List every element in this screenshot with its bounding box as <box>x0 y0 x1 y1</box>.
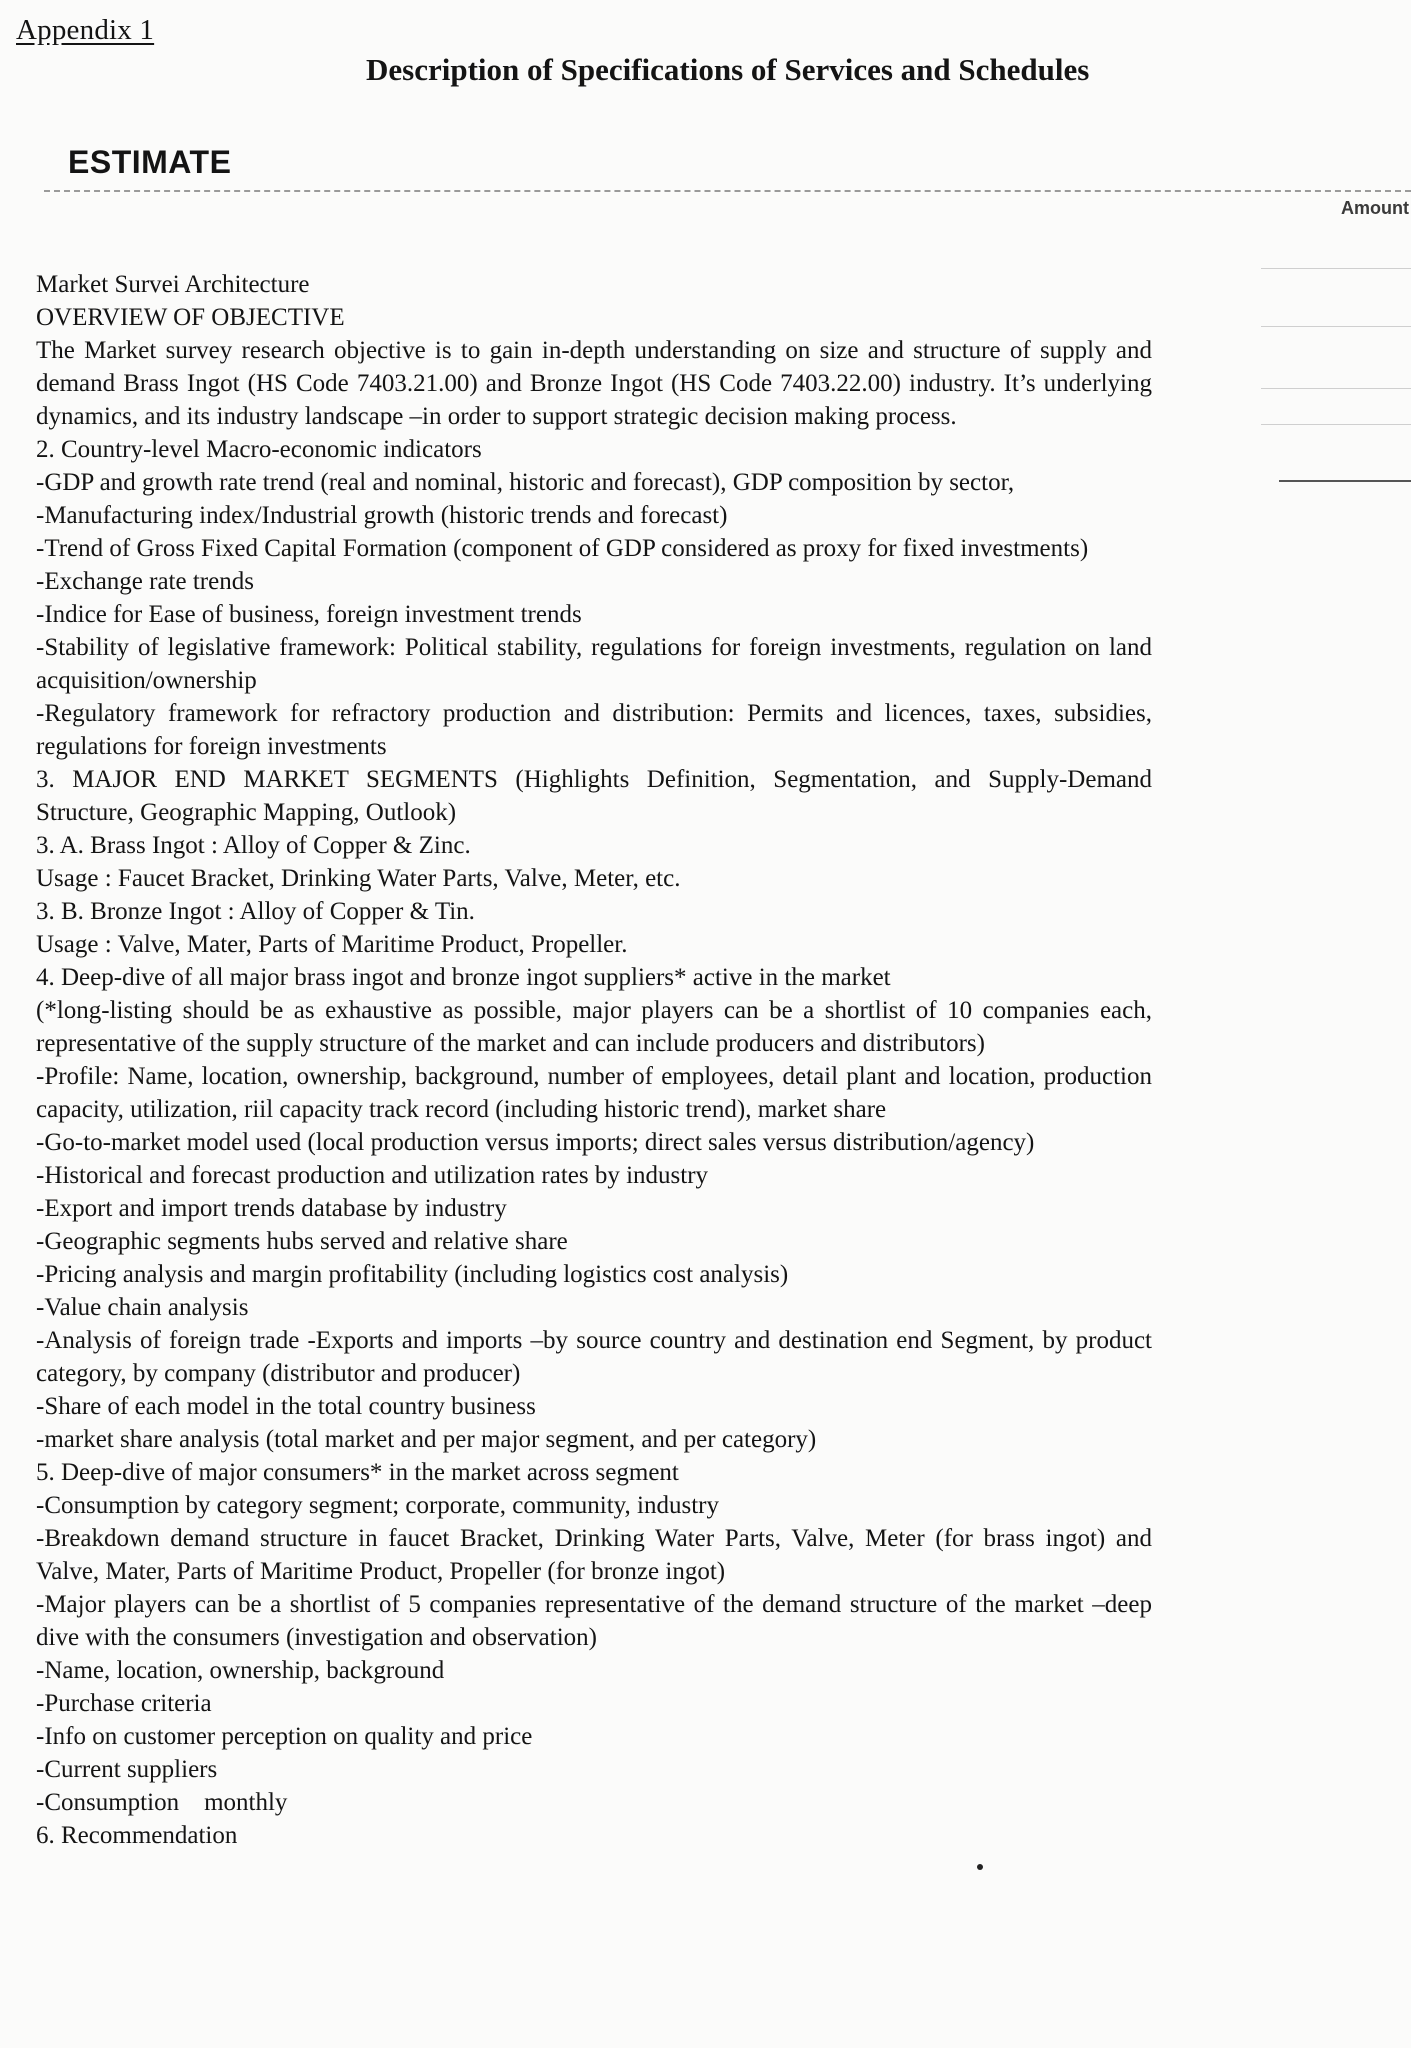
amount-total-line <box>1279 480 1411 482</box>
objective-paragraph: The Market survey research objective is to gain in-depth understanding on size and structure of supply and demand Brass Ingot (HS Code 7403.21.00) and Bronze Ingot (HS Code 7403.22.00) industry. It’s underlying dynamics, and its industry landscape –in order to support strategic decision making process. <box>36 337 1152 430</box>
list-item: Usage : Valve, Mater, Parts of Maritime Product, Propeller. <box>36 931 628 958</box>
stray-mark <box>977 1864 983 1870</box>
list-item: 3. A. Brass Ingot : Alloy of Copper & Zinc. <box>36 832 471 859</box>
section-heading: 3. MAJOR END MARKET SEGMENTS (Highlights Definition, Segmentation, and Supply-Demand Structure, Geographic Mapping, Outlook) <box>36 766 1152 826</box>
list-item: -Historical and forecast production and utilization rates by industry <box>36 1162 709 1189</box>
section-heading: 4. Deep-dive of all major brass ingot and bronze ingot suppliers* active in the market <box>36 964 891 991</box>
list-item: -Go-to-market model used (local production versus imports; direct sales versus distribution/agency) <box>36 1129 1035 1156</box>
header-divider <box>44 190 1411 192</box>
specification-body <box>36 268 1152 1852</box>
list-item: -market share analysis (total market and per major segment, and per category) <box>36 1426 817 1453</box>
amount-column-line <box>1261 268 1411 269</box>
section-heading: OVERVIEW OF OBJECTIVE <box>36 304 345 331</box>
list-item: (*long-listing should be as exhaustive as possible, major players can be a shortlist of 10 companies each, representative of the supply structure of the market and can include producers and distributors) <box>36 997 1152 1057</box>
list-item: -Value chain analysis <box>36 1294 249 1321</box>
list-item: -Consumption monthly <box>36 1789 288 1816</box>
section-heading: 6. Recommendation <box>36 1822 238 1849</box>
list-item: -Exchange rate trends <box>36 568 254 595</box>
list-item: -Analysis of foreign trade -Exports and imports –by source country and destination end Segment, by product category, by company (distributor and producer) <box>36 1327 1152 1387</box>
amount-column-line <box>1261 388 1411 389</box>
list-item: 3. B. Bronze Ingot : Alloy of Copper & Tin. <box>36 898 475 925</box>
list-item: -Profile: Name, location, ownership, background, number of employees, detail plant and location, production capacity, utilization, riil capacity track record (including historic trend), market share <box>36 1063 1152 1123</box>
list-item: -Geographic segments hubs served and relative share <box>36 1228 568 1255</box>
list-item: -Export and import trends database by industry <box>36 1195 507 1222</box>
appendix-label: Appendix 1 <box>16 14 155 46</box>
list-item: -Stability of legislative framework: Political stability, regulations for foreign investments, regulation on land acquisition/ownership <box>36 634 1152 694</box>
list-item: -Purchase criteria <box>36 1690 212 1717</box>
section-heading: 2. Country-level Macro-economic indicators <box>36 436 482 463</box>
section-heading: 5. Deep-dive of major consumers* in the market across segment <box>36 1459 679 1486</box>
list-item: Usage : Faucet Bracket, Drinking Water Parts, Valve, Meter, etc. <box>36 865 681 892</box>
amount-column-line <box>1261 424 1411 425</box>
list-item: -Manufacturing index/Industrial growth (historic trends and forecast) <box>36 502 728 529</box>
document-title: Description of Specifications of Services and Schedules <box>366 52 1090 87</box>
section-title: Market Survei Architecture <box>36 271 310 298</box>
list-item: -Name, location, ownership, background <box>36 1657 445 1684</box>
list-item: -Breakdown demand structure in faucet Bracket, Drinking Water Parts, Valve, Meter (for brass ingot) and Valve, Mater, Parts of Maritime Product, Propeller (for bronze ingot) <box>36 1525 1152 1585</box>
list-item: -GDP and growth rate trend (real and nominal, historic and forecast), GDP composition by sector, <box>36 469 1015 496</box>
list-item: -Current suppliers <box>36 1756 218 1783</box>
amount-column-label: Amount <box>1341 198 1409 218</box>
amount-column-line <box>1261 326 1411 327</box>
list-item: -Indice for Ease of business, foreign investment trends <box>36 601 582 628</box>
list-item: -Trend of Gross Fixed Capital Formation (component of GDP considered as proxy for fixed investments) <box>36 535 1089 562</box>
list-item: -Consumption by category segment; corporate, community, industry <box>36 1492 719 1519</box>
list-item: -Pricing analysis and margin profitability (including logistics cost analysis) <box>36 1261 789 1288</box>
list-item: -Regulatory framework for refractory production and distribution: Permits and licences, taxes, subsidies, regulations for foreign investments <box>36 700 1152 760</box>
list-item: -Major players can be a shortlist of 5 companies representative of the demand structure of the market –deep dive with the consumers (investigation and observation) <box>36 1591 1152 1651</box>
list-item: -Info on customer perception on quality and price <box>36 1723 533 1750</box>
list-item: -Share of each model in the total country business <box>36 1393 536 1420</box>
estimate-heading: ESTIMATE <box>68 144 232 180</box>
